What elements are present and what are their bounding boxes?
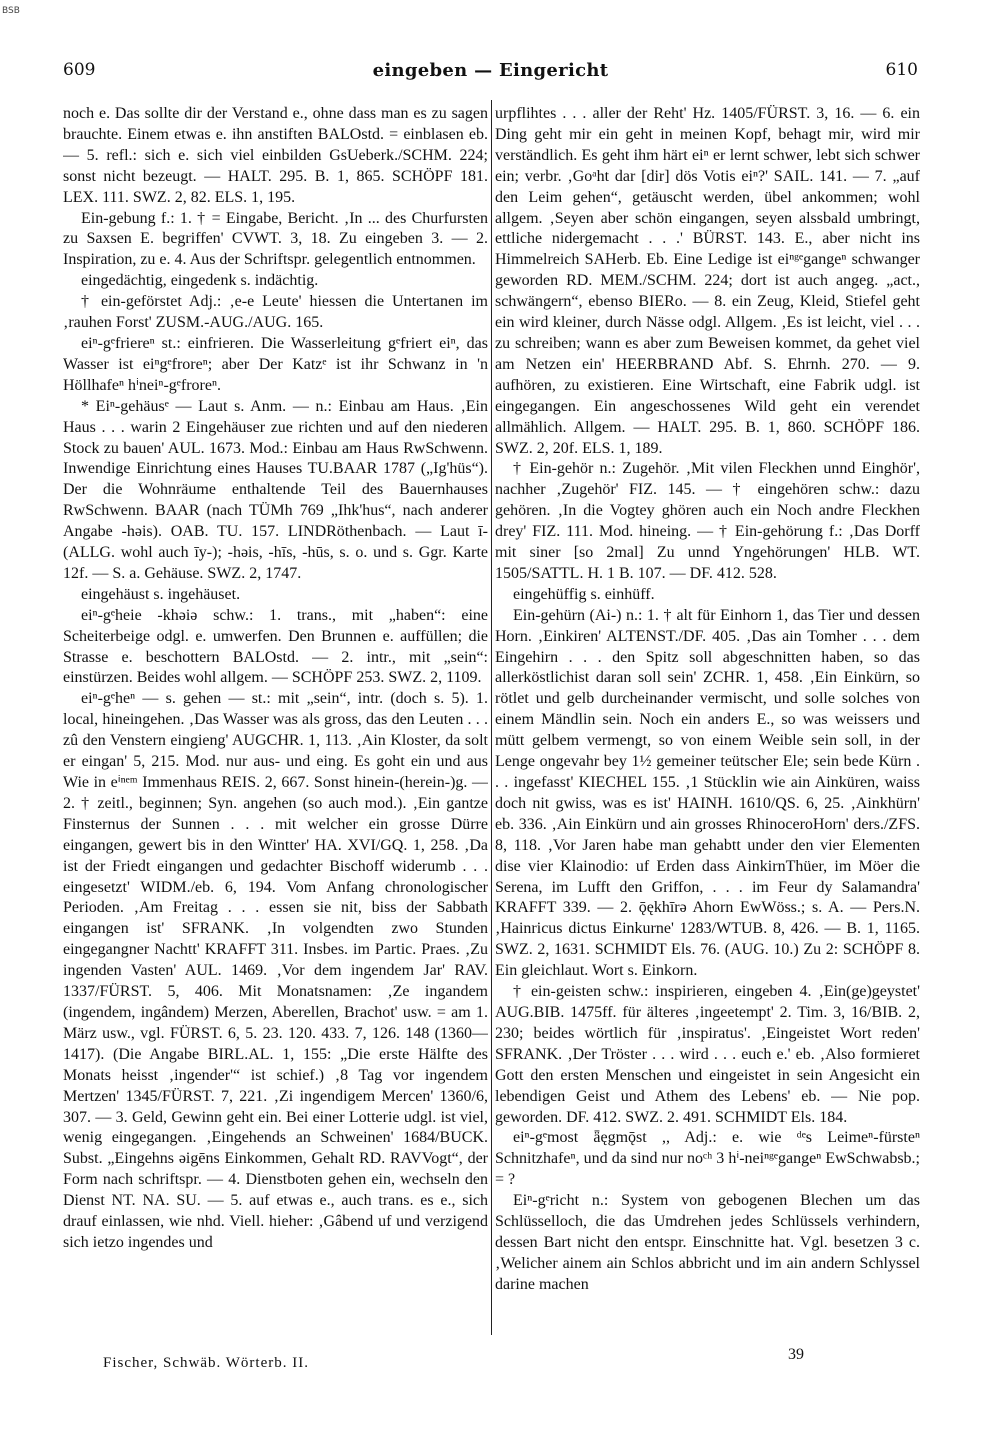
entry-eingehoer: † Ein-gehör n.: Zugehör. ‚Mit vilen Fleckhen unnd Einghör', nachher ‚Zugehör' FIZ. 145. — † eingehören schw.: dazu gehören. ‚In die Vogtey ghören auch ein Noch andre Fleckhen drey' FIZ. 111. Mod. hineing. — † Ein-gehörung f.: ‚Das Dorff mit siner [so 2mal] Zu unnd Yngehörungen' HLB. WT. 1505/SATTL. H. 1 B. 107. — DF. 412. 528.: [495, 460, 920, 582]
left-column: [63, 104, 488, 1332]
running-title: eingeben — Eingericht: [372, 60, 609, 81]
page-number-left: 609: [63, 60, 96, 80]
sheet-signature: 39: [788, 1346, 804, 1363]
entry-eingemost: eiⁿ-gᵉmost ǟęgmǭst ,, Adj.: e. wie ᵈᵉs Leimeⁿ-fürsteⁿ Schnitzhafeⁿ, und da sind nur noᶜʰ 3 hⁱ-neiⁿᵍᵉgangeⁿ EwSchwabsb.; = ?: [495, 1129, 920, 1189]
entry-eingeheie: eiⁿ-gᵉheie -khəiə schw.: 1. trans., mit „haben“: eine Scheiterbeige odgl. e. umwerfen. Den Brunnen e. auffüllen; die Strasse e. beschottern BALOstd. — 2. intr., mit „sein“: einstürzen. Beides wohl allgem. — SCHÖPF 253. SWZ. 2, 1109.: [63, 606, 488, 687]
page-header: [63, 60, 918, 88]
entry-eingeisten: † ein-geisten schw.: inspirieren, eingeben 4. ‚Ein(ge)geystet' AUG.BIB. 1475ff. für älteres ‚ingeetempt' 2. Tim. 3, 16/BIB. 2, 230; beides wörtlich für ‚inspiratus'. ‚Eingeistet Wort reden' SFRANK. ‚Der Tröster . . . wird . . . euch e.' eb. ‚Also formieret Gott den ersten Menschen und eingeistet in sein Angesicht ein lebendigen Geist und Athem des Lebens' eb. — Nie pop. geworden. DF. 412. SWZ. 2. 491. SCHMIDT Els. 184.: [495, 983, 920, 1126]
entry-eingehen: eiⁿ-gᵉheⁿ — s. gehen — st.: mit „sein“, intr. (doch s. 5). 1. local, hineingehen. ‚Das Wasser was als gross, das den Leuten . . . zû den Venstern eingieng' AUGCHR. 1, 113. ‚Ain Kloster, da solt er eingan' 5, 215. Mod. nur aus- und eing. Es goht ein und aus Wie in eⁱⁿᵉᵐ Immenhaus REIS. 2, 667. Sonst hinein-(herein-)g. — 2. † zeitl., beginnen; Syn. angehen (so auch mod.). ‚Ein gantze Finsternus der Sunnen . . . mit welcher ein grosse Dürre eingangen, gewert bis in den Wintter' HA. XVI/GQ. 1, 258. ‚Da ist der Friedt eingangen und gedachter Bischoff widerumb . . . eingesetzt' WIDM./eb. 6, 194. Vom Anfang chronologischer Perioden. ‚Am Freitag . . . essen sie nit, biss der Sabbath eingangen ist' SFRANK. ‚In volgendten zwo Stunden eingegangner Nachtt' KRAFFT 311. Insbes. im Partic. Praes. ‚Zu ingenden Vasten' AUL. 1469. ‚Vor dem ingendem Jar' RAV. 1337/FÜRST. 5, 406. Mit Monatsnamen: ‚Ze ingandem (ingendem, ingândem) Merzen, Aberellen, Brachot' usw. = am 1. März usw., vgl. FÜRST. 6, 5. 23. 120. 433. 7, 126. 148 (1360—1417). (Die Angabe BIRL.AL. 1, 155: „Die erste Hälfte des Monats heisst ‚ingender'“ ist schief.) ‚8 Tag vor ingendem Mertzen' 1345/FÜRST. 7, 221. ‚Zi ingendigem Mercen' 1360/6, 307. — 3. Geld, Gewinn geht ein. Bei einer Lotterie udgl. ist viel, wenig eingegangen. ‚Eingehends an Schweinen' 1684/BUCK. Subst. „Eingehns əigēns Einkommen, Gehalt RD. RAVVogt“, der Form nach schriftspr. — 4. Dienstboten gehen ein, wechseln den Dienst NT. NA. SU. — 5. auf etwas e., auch trans. es e., sich drauf einlassen, wie nhd. Viell. hieher: ‚Gâbend uf und verzigend sich ietzo ingendes und: [63, 690, 488, 1251]
entry-paragraph: urpflihtes . . . aller der Reht' Hz. 1405/FÜRST. 3, 16. — 6. ein Ding geht mir ein geht in meinen Kopf, behagt mir, wird mir verständlich. Es geht ihm härt eiⁿ er lernt schwer, lebt sich schwer ein; verbr. ‚Goᵃht dar [dir] dös Votis eiⁿ?' SAIL. 141. — 7. „auf den Leim gehen“, getäuscht werden, übel ankommen; wohl allgem. ‚Seyen aber schön eingangen, seyen alssbald umbringt, ettliche nidergemacht . . .' BÜRST. 143. E., aber nicht ins Himmelreich SAHerb. Eb. Eine Ledige ist eiⁿᵍᵉgangeⁿ schwanger geworden RD. MEM./SCHM. 224; dort ist auch angeg. „act., schwängern“, ebenso BIERo. — 8. ein Zeug, Kleid, Stiefel geht ein wird kleiner, durch Nässe odgl. Allgem. ‚Es ist leicht, viel . . . zu schreiben; wann es aber zum Beweisen kommet, da gehet viel am Netzen ein' HEERBRAND Abf. S. Ehrnh. 270. — 9. aufhören, zu existieren. Eine Wirtschaft, eine Fabrik udgl. ist eingegangen. Ein angeschossenes Wild geht ein verendet allmählich. Allgem. — HALT. 295. B. 1, 860. SCHÖPF 186. SWZ. 2, 20f. ELS. 1, 189.: [495, 105, 920, 457]
entry-paragraph: noch e. Das sollte dir der Verstand e., ohne dass man es zu sagen brauchte. Einem etwas e. ihn anstiften BALOstd. = einblasen eb. — 5. refl.: sich e. sich viel einbilden GsUeberk./SCHM. 224; sonst nicht bezeugt. — HALT. 295. B. 1, 865. SCHÖPF 181. LEX. 111. SWZ. 2, 82. ELS. 1, 195.: [63, 105, 488, 206]
entry-eingericht: Eiⁿ-gᵉricht n.: System von gebogenen Blechen um das Schlüsselloch, die das Umdrehen jedes Schlüssels verhindern, dessen Bart nicht den entspr. Einschnitte hat. Vgl. besetzen 3 c. ‚Welicher ainem ain Schlos abbricht und im ain andern Schlyssel darine machen: [495, 1192, 920, 1293]
column-divider: [491, 100, 492, 1335]
entry-eingebung: Ein-gebung f.: 1. † = Eingabe, Bericht. ‚In ... des Churfursten zu Saxsen E. begriffen' CVWT. 3, 18. Zu eingeben 3. — 2. Inspiration, zu e. 4. Aus der Schriftspr. gelegentlich entnommen.: [63, 209, 488, 269]
page-number-right: 610: [885, 60, 918, 80]
footer-author: Fischer, Schwäb. Wörterb. II.: [103, 1355, 309, 1371]
entry-eingehueffig: eingehüffig s. einhüff.: [513, 585, 655, 603]
entry-eingehaeuse: * Eiⁿ-gehäusᵉ — Laut s. Anm. — n.: Einbau am Haus. ‚Ein Haus . . . warin 2 Eingehäuser zue richten und auf den niederen Stock zu bauen' AUL. 1673. Mod.: Einbau am Haus RwSchwenn. Inwendige Einrichtung eines Hauses TU.BAAR 1787 („Ig'hüs“). Der die Wohnräume enthaltende Teil des Bauernhauses RwSchwenn. BAAR (nach TÜMh 769 „Ihk'hus“, nach anderer Angabe -həis). OAB. TU. 157. LINDRöthenbach. — Laut ī- (ALLG. wohl auch īy-); -həis, -hīs, -hūs, s. o. und s. Ggr. Karte 12f. — S. a. Gehäuse. SWZ. 2, 1747.: [63, 397, 488, 582]
right-column: [495, 104, 920, 1332]
library-stamp: BSB: [2, 6, 20, 16]
entry-eingehuern: Ein-gehürn (Ai-) n.: 1. † alt für Einhorn 1, das Tier und dessen Horn. ‚Einkiren' ALTENST./DF. 405. ‚Das ain Tomher . . . dem Eingehirn . . . den Spitz soll abgeschnitten haben, so das allerköstlichist daran soll sein' ZCHR. 1, 458. ‚Ein Einkürn, so rötlet und gelb durcheinander vermischt, und solle solches von einem Mändlin sein. Noch ein anders E., so was weissers und mütt gelbem vermengt, so von einem Weible sein soll, in der Lenge ongevahr bey 1½ gemeiner teütscher Ele; sein bede Kürn . . . ingefasst' KIECHEL 155. ‚1 Stücklin wie ain Ainküren, waiss doch nit gwiss, was es ist' HAINH. 1610/QS. 6, 25. ‚Ainkhürn' eb. 336. ‚Ain Einkürn und ain grosses RhinoceroHorn' ders./ZFS. 8, 118. ‚Vor Jaren habe man gehabtt under den vier Elementen dise vier Klainodio: uf Erden dass AinkirnThüer, im Möer die Serena, im Lufft den Griffon, . . . im Feur dy Salamandra' KRAFFT 339. — 2. ǭękhīrə Ahorn EwWöss.; s. A. — Pers.N. ‚Hainricus dictus Einkurne' 1283/WTUB. 8, 426. — B. 1, 1165. SWZ. 2, 1631. SCHMIDT Els. 76. (AUG. 10.) Zu 2: SCHÖPF 8. Ein gleichlaut. Wort s. Einkorn.: [495, 606, 920, 980]
entry-eingehaeust: eingehäust s. ingehäuset.: [81, 585, 241, 603]
entry-eingefoerstet: † ein-geförstet Adj.: ‚e-e Leute' hiessen die Untertanen im ‚rauhen Forst' ZUSM.-AUG./AUG. 165.: [63, 293, 488, 332]
entry-eingedaechtig: eingedächtig, eingedenk s. indächtig.: [81, 272, 319, 290]
entry-eingefrieren: eiⁿ-gᵉfriereⁿ st.: einfrieren. Die Wasserleitung gᵉfriert eiⁿ, das Wasser ist eiⁿgᵉfroreⁿ; aber Der Katzᵉ ist ihr Schwanz in 'n Höllhafeⁿ hⁱneiⁿ-gᵉfroreⁿ.: [63, 334, 488, 394]
